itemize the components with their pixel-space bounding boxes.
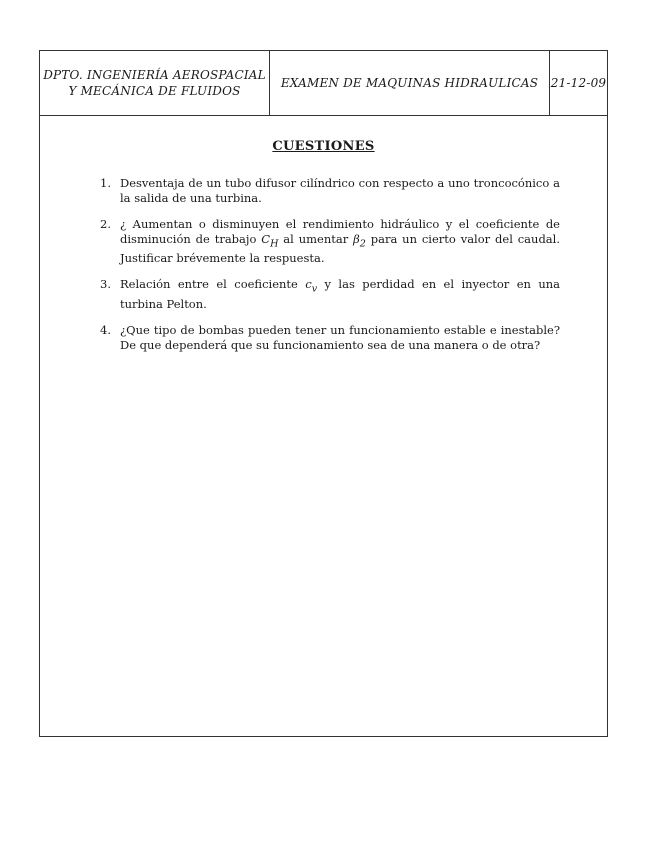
symbol-c-lower: c bbox=[305, 277, 312, 292]
question-item bbox=[100, 277, 560, 311]
symbol-beta-subscript: 2 bbox=[359, 238, 366, 250]
question-text-part-b: y las perdidad en el inyector en una turbina Pelton. bbox=[120, 277, 560, 311]
question-list bbox=[100, 176, 560, 364]
symbol-beta: β bbox=[353, 232, 360, 246]
question-number: 4. bbox=[100, 322, 111, 337]
question-text: ¿Que tipo de bombas pueden tener un funcionamiento estable e inestable? De que dependerá que su funcionamiento sea de una manera o de otra? bbox=[120, 322, 560, 352]
question-text-part-a: Relación entre el coeficiente bbox=[120, 277, 306, 292]
exam-title: EXAMEN DE MAQUINAS HIDRAULICAS bbox=[280, 76, 539, 90]
exam-page-frame bbox=[39, 50, 608, 737]
exam-header bbox=[40, 51, 607, 116]
department-line-1: DPTO. INGENIERÍA AEROSPACIAL bbox=[43, 68, 266, 82]
department-line-2: Y MECÁNICA DE FLUIDOS bbox=[68, 84, 241, 98]
symbol-c: C bbox=[261, 232, 271, 246]
question-text-part-b: al umentar bbox=[278, 232, 354, 246]
exam-title-cell bbox=[270, 51, 550, 115]
symbol-beta-2 bbox=[353, 232, 366, 250]
question-item bbox=[100, 176, 560, 206]
symbol-c-subscript: H bbox=[270, 238, 279, 250]
question-text-part-c: para un cierto valor del caudal. Justificar brévemente la respuesta. bbox=[120, 232, 560, 266]
department-cell bbox=[40, 51, 270, 115]
question-number: 1. bbox=[100, 176, 111, 190]
question-number: 3. bbox=[100, 277, 111, 292]
exam-date-cell bbox=[550, 51, 607, 115]
question-item bbox=[100, 217, 560, 266]
symbol-c-lower-subscript: v bbox=[311, 283, 318, 295]
question-item bbox=[100, 323, 560, 353]
question-text: Desventaja de un tubo difusor cilíndrico con respecto a uno troncocónico a la salida de una turbina. bbox=[120, 176, 560, 205]
symbol-c-v bbox=[305, 277, 318, 295]
symbol-c-h bbox=[261, 232, 279, 250]
question-text-part-a: ¿ Aumentan o disminuyen el rendimiento hidráulico y el coeficiente de disminución de trabajo bbox=[120, 217, 560, 246]
question-number: 2. bbox=[100, 217, 111, 231]
section-title: CUESTIONES bbox=[272, 139, 375, 154]
exam-date: 21-12-09 bbox=[550, 76, 607, 90]
